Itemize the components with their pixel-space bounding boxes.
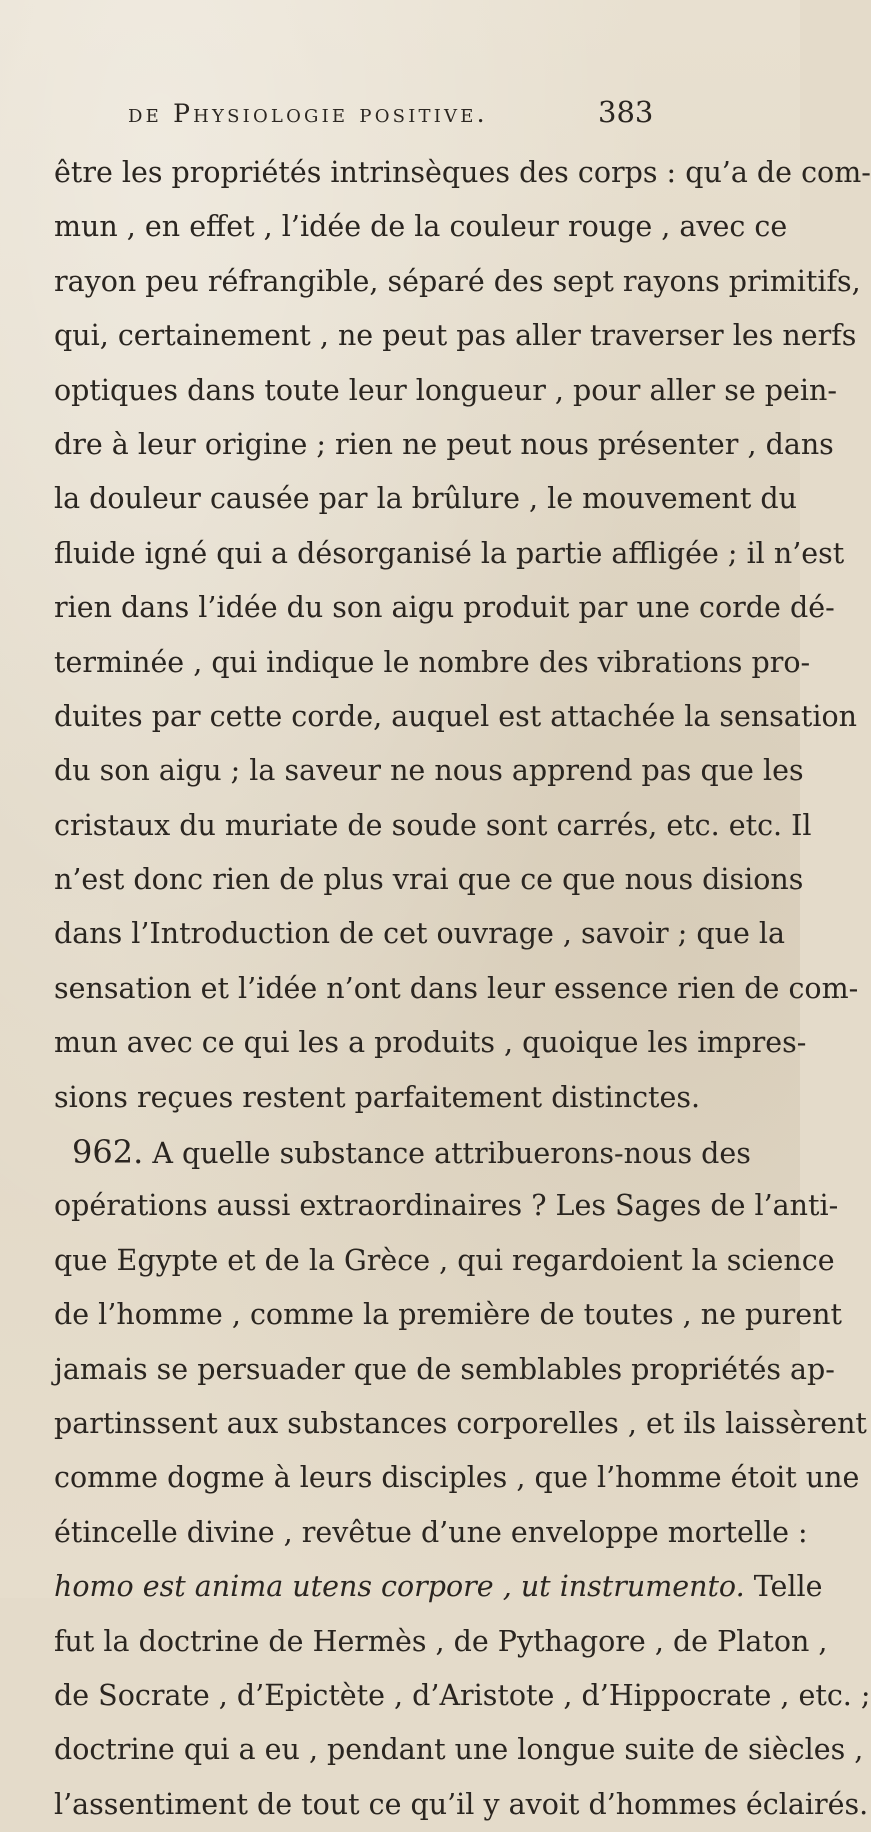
body-text: [54, 146, 871, 1832]
text-line: duites par cette corde, auquel est attachée la sensation: [54, 699, 857, 733]
text-line: que Egypte et de la Grèce , qui regardoient la science: [54, 1243, 835, 1277]
page-number: 383: [598, 95, 654, 129]
text-line: optiques dans toute leur longueur , pour aller se pein-: [54, 373, 837, 407]
text-line: de l’homme , comme la première de toutes , ne purent: [54, 1298, 842, 1332]
text-line: n’est donc rien de plus vrai que ce que nous disions: [54, 863, 804, 897]
paragraph-start: [54, 1125, 751, 1179]
text-line: dans l’Introduction de cet ouvrage , savoir ; que la: [54, 917, 785, 951]
text-line: cristaux du muriate de soude sont carrés, etc. etc. Il: [54, 808, 812, 842]
text-line: terminée , qui indique le nombre des vibrations pro-: [54, 645, 811, 679]
text-line: étincelle divine , revêtue d’une enveloppe mortelle :: [54, 1515, 808, 1549]
text-line: fut la doctrine de Hermès , de Pythagore , de Platon ,: [54, 1624, 828, 1658]
text-line: qui, certainement , ne peut pas aller traverser les nerfs: [54, 319, 857, 353]
latin-quote: homo est anima utens corpore , ut instrumento.: [54, 1570, 745, 1604]
text-line: rayon peu réfrangible, séparé des sept rayons primitifs,: [54, 264, 861, 298]
text-line: jamais se persuader que de semblables propriétés ap-: [54, 1352, 835, 1386]
text-line: mun , en effet , l’idée de la couleur rouge , avec ce: [54, 210, 788, 244]
text-line: être les propriétés intrinsèques des corps : qu’a de com-: [54, 156, 871, 189]
text-line: fluide igné qui a désorganisé la partie affligée ; il n’est: [54, 536, 845, 570]
latin-quote-line: [54, 1560, 823, 1614]
paragraph-first-line: A quelle substance attribuerons-nous des: [152, 1137, 751, 1171]
text-line: du son aigu ; la saveur ne nous apprend pas que les: [54, 754, 804, 788]
paragraph-number: 962.: [72, 1133, 144, 1172]
text-line: partinssent aux substances corporelles , et ils laissèrent: [54, 1406, 867, 1440]
text-line: rien dans l’idée du son aigu produit par une corde dé-: [54, 591, 835, 625]
text-line: de Socrate , d’Epictète , d’Aristote , d’Hippocrate , etc. ;: [54, 1678, 871, 1712]
text-line: l’assentiment de tout ce qu’il y avoit d’hommes éclairés.: [54, 1787, 869, 1821]
text-line: dre à leur origine ; rien ne peut nous présenter , dans: [54, 427, 834, 461]
running-head: de Physiologie positive.: [128, 99, 488, 128]
text-line-last: sions reçues restent parfaitement distinctes.: [54, 1080, 701, 1114]
text-line: opérations aussi extraordinaires ? Les Sages de l’anti-: [54, 1189, 839, 1223]
latin-after: Telle: [753, 1570, 823, 1604]
text-line: doctrine qui a eu , pendant une longue suite de siècles ,: [54, 1733, 864, 1767]
text-line: comme dogme à leurs disciples , que l’homme étoit une: [54, 1461, 860, 1495]
text-line: mun avec ce qui les a produits , quoique les impres-: [54, 1026, 807, 1060]
page-header: [0, 95, 800, 135]
text-line: sensation et l’idée n’ont dans leur essence rien de com-: [54, 971, 859, 1005]
text-line: la douleur causée par la brûlure , le mouvement du: [54, 482, 798, 516]
